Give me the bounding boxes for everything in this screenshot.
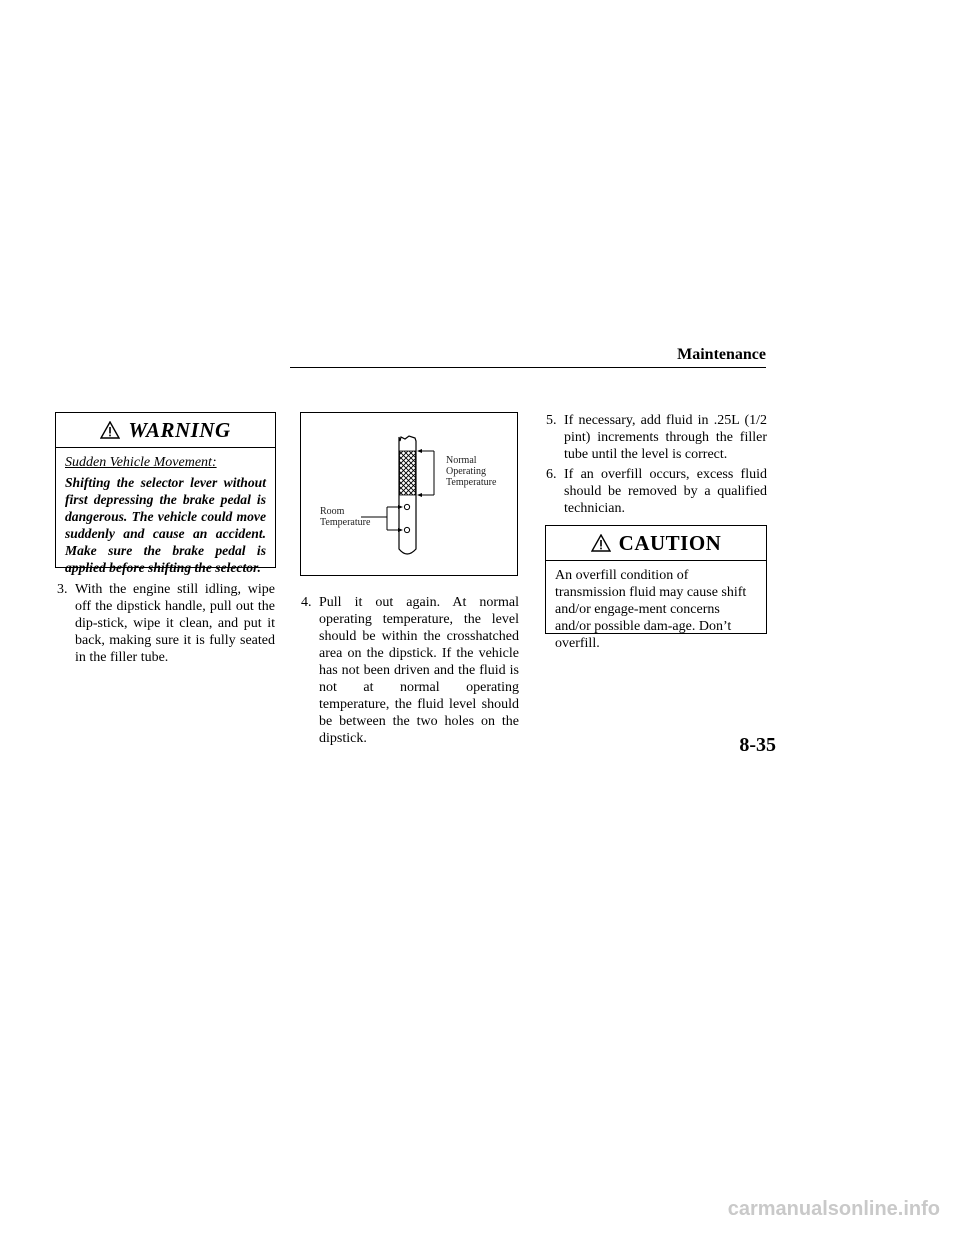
step-3: [57, 581, 275, 666]
page-number: 8-35: [739, 734, 776, 756]
normal-zone-crosshatch: [400, 451, 416, 495]
step-text: If necessary, add fluid in .25L (1/2 pint) increments through the filler tube until the level is correct.: [564, 413, 767, 462]
step-number: 3.: [57, 582, 68, 597]
caution-title: CAUTION: [618, 530, 722, 555]
room-temp-label: Room Temperature: [320, 506, 371, 528]
step-text: Pull it out again. At normal operating temperature, the level should be within the crosshatched area on the dipstick. If the vehicle has not been driven and the fluid is not at normal operating temperature, the fluid level should be between the two holes on the dipstick.: [319, 595, 519, 746]
dipstick-figure: [300, 412, 518, 576]
warning-header: [56, 413, 275, 448]
caution-triangle-icon: [591, 534, 611, 552]
step-6: [546, 466, 767, 517]
step-5: [546, 412, 767, 463]
step-number: 6.: [546, 467, 557, 482]
normal-temp-label: Normal Operating Temperature: [446, 455, 497, 488]
header-rule: [290, 367, 766, 368]
lower-hole: [404, 527, 409, 532]
step-text: If an overfill occurs, excess fluid should be removed by a qualified technician.: [564, 467, 767, 516]
dipstick-diagram: [301, 413, 519, 577]
section-title: Maintenance: [677, 346, 766, 363]
upper-hole: [404, 504, 409, 509]
step-4: [301, 594, 519, 747]
caution-box: [545, 525, 767, 651]
watermark: carmanualsonline.info: [727, 1198, 940, 1220]
step-text: With the engine still idling, wipe off the dipstick handle, pull out the dip-stick, wipe it clean, and put it back, making sure it is fully seated in the filler tube.: [75, 582, 275, 665]
warning-box: [55, 412, 276, 575]
step-number: 5.: [546, 413, 557, 428]
caution-body: An overfill condition of transmission fluid may cause shift and/or engage-ment concerns and/or possible dam-age. Don’t overfill.: [555, 568, 747, 651]
warning-title: WARNING: [128, 417, 231, 442]
warning-heading: Sudden Vehicle Movement:: [65, 455, 217, 470]
warning-triangle-icon: [100, 421, 120, 439]
step-number: 4.: [301, 595, 312, 610]
caution-header: [546, 526, 766, 561]
warning-body: Shifting the selector lever without first depressing the brake pedal is dangerous. The vehicle could move suddenly and cause an accident. Make sure the brake pedal is applied before shifting the selector.: [65, 475, 266, 575]
